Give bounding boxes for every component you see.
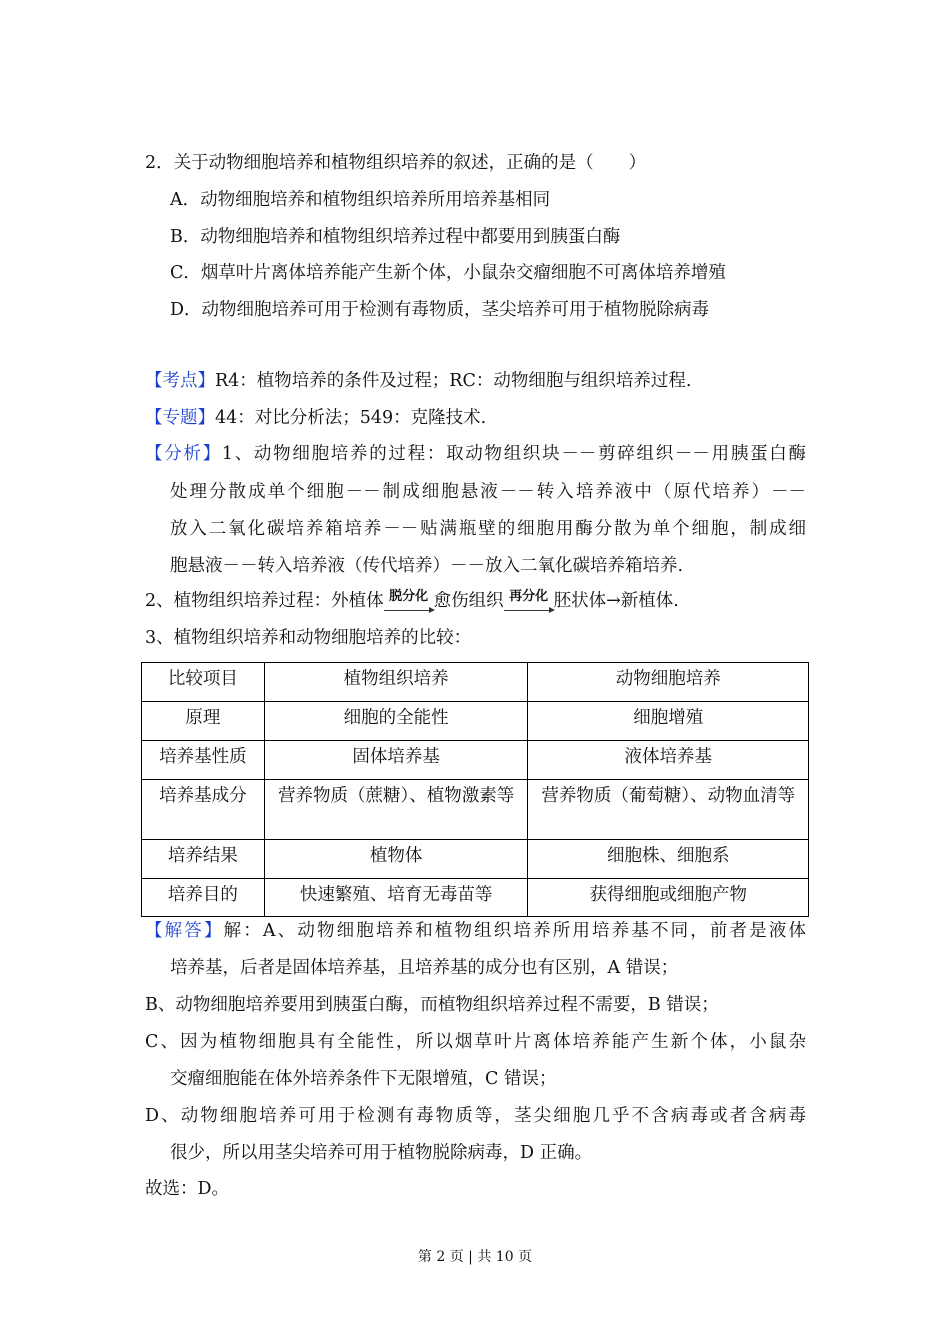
jieda-line-8: 故选：D。	[145, 1179, 230, 1199]
jieda-line-2: 培养基，后者是固体培养基，且培养基的成分也有区别，A 错误；	[170, 958, 679, 978]
kaodian	[145, 369, 691, 393]
table-row	[142, 780, 809, 840]
fenxi-p2	[145, 589, 679, 613]
p2-a: 2、植物组织培养过程：外植体	[145, 591, 384, 611]
table-cell: 获得细胞或细胞产物	[528, 879, 809, 917]
table-cell: 快速繁殖、培育无毒苗等	[264, 879, 528, 917]
table-row	[142, 663, 809, 702]
jieda-text: 解：A、动物细胞培养和植物组织培养所用培养基不同，前者是液体	[223, 921, 806, 941]
fenxi-line-4: 胞悬液－－转入培养液（传代培养）－－放入二氧化碳培养箱培养.	[170, 556, 684, 576]
table-cell: 植物组织培养	[264, 663, 528, 702]
option-c: C．烟草叶片离体培养能产生新个体，小鼠杂交瘤细胞不可离体培养增殖	[170, 263, 726, 283]
p2-c: 胚状体→新植体.	[553, 591, 679, 611]
fenxi-tag: 【分析】	[145, 444, 222, 464]
table-cell: 细胞增殖	[528, 702, 809, 741]
jieda-line-7: 很少，所以用茎尖培养可用于植物脱除病毒，D 正确。	[170, 1143, 593, 1163]
table-row	[142, 879, 809, 917]
option-a: A．动物细胞培养和植物组织培养所用培养基相同	[170, 190, 551, 210]
table-cell: 比较项目	[142, 663, 265, 702]
zhuanti-text: 44：对比分析法；549：克隆技术.	[215, 408, 487, 428]
question-stem: 2．关于动物细胞培养和植物组织培养的叙述，正确的是（ ）	[145, 153, 647, 173]
table-cell: 固体培养基	[264, 741, 528, 780]
table-cell: 营养物质（葡萄糖）、动物血清等	[528, 780, 809, 840]
p2-b: 愈伤组织	[433, 591, 504, 611]
jieda-line-5: 交瘤细胞能在体外培养条件下无限增殖，C 错误；	[170, 1069, 557, 1089]
page-footer: 第 2 页 | 共 10 页	[417, 1249, 533, 1265]
table-row	[142, 741, 809, 780]
jieda-line-6: D、动物细胞培养可用于检测有毒物质等，茎尖细胞几乎不含病毒或者含病毒	[145, 1106, 806, 1126]
table-cell: 液体培养基	[528, 741, 809, 780]
kaodian-tag: 【考点】	[145, 371, 215, 391]
jieda-line-3: B、动物细胞培养要用到胰蛋白酶，而植物组织培养过程不需要，B 错误；	[145, 995, 719, 1015]
zhuanti-tag: 【专题】	[145, 408, 215, 428]
table-cell: 培养目的	[142, 879, 265, 917]
table-cell: 原理	[142, 702, 265, 741]
fenxi-p3: 3、植物组织培养和动物细胞培养的比较：	[145, 628, 472, 648]
comparison-table	[141, 662, 809, 917]
arrow-redifferentiation	[504, 589, 554, 613]
table-cell: 培养基成分	[142, 780, 265, 840]
fenxi-text: 1、动物细胞培养的过程：取动物组织块－－剪碎组织－－用胰蛋白酶	[221, 444, 806, 464]
arrow-label: 脱分化	[389, 589, 429, 604]
jieda-line-4: C、因为植物细胞具有全能性，所以烟草叶片离体培养能产生新个体，小鼠杂	[145, 1032, 806, 1052]
fenxi-line-2: 处理分散成单个细胞－－制成细胞悬液－－转入培养液中（原代培养）－－	[170, 482, 806, 502]
table-cell: 植物体	[264, 840, 528, 879]
option-d: D．动物细胞培养可用于检测有毒物质，茎尖培养可用于植物脱除病毒	[170, 300, 710, 320]
table-cell: 动物细胞培养	[528, 663, 809, 702]
zhuanti	[145, 406, 486, 430]
table-cell: 培养结果	[142, 840, 265, 879]
table-row	[142, 840, 809, 879]
fenxi-line-3: 放入二氧化碳培养箱培养－－贴满瓶壁的细胞用酶分散为单个细胞，制成细	[170, 519, 806, 539]
table-cell: 营养物质（蔗糖）、植物激素等	[264, 780, 528, 840]
option-b: B．动物细胞培养和植物组织培养过程中都要用到胰蛋白酶	[170, 227, 621, 247]
table-cell: 细胞株、细胞系	[528, 840, 809, 879]
jieda-line-1	[145, 919, 806, 943]
table-cell: 培养基性质	[142, 741, 265, 780]
fenxi-line-1	[145, 442, 806, 466]
table-cell: 细胞的全能性	[264, 702, 528, 741]
arrow-dedifferentiation	[384, 589, 434, 613]
arrow-label: 再分化	[509, 589, 549, 604]
jieda-tag: 【解答】	[145, 921, 224, 941]
kaodian-text: R4：植物培养的条件及过程；RC：动物细胞与组织培养过程.	[215, 371, 692, 391]
table-row	[142, 702, 809, 741]
